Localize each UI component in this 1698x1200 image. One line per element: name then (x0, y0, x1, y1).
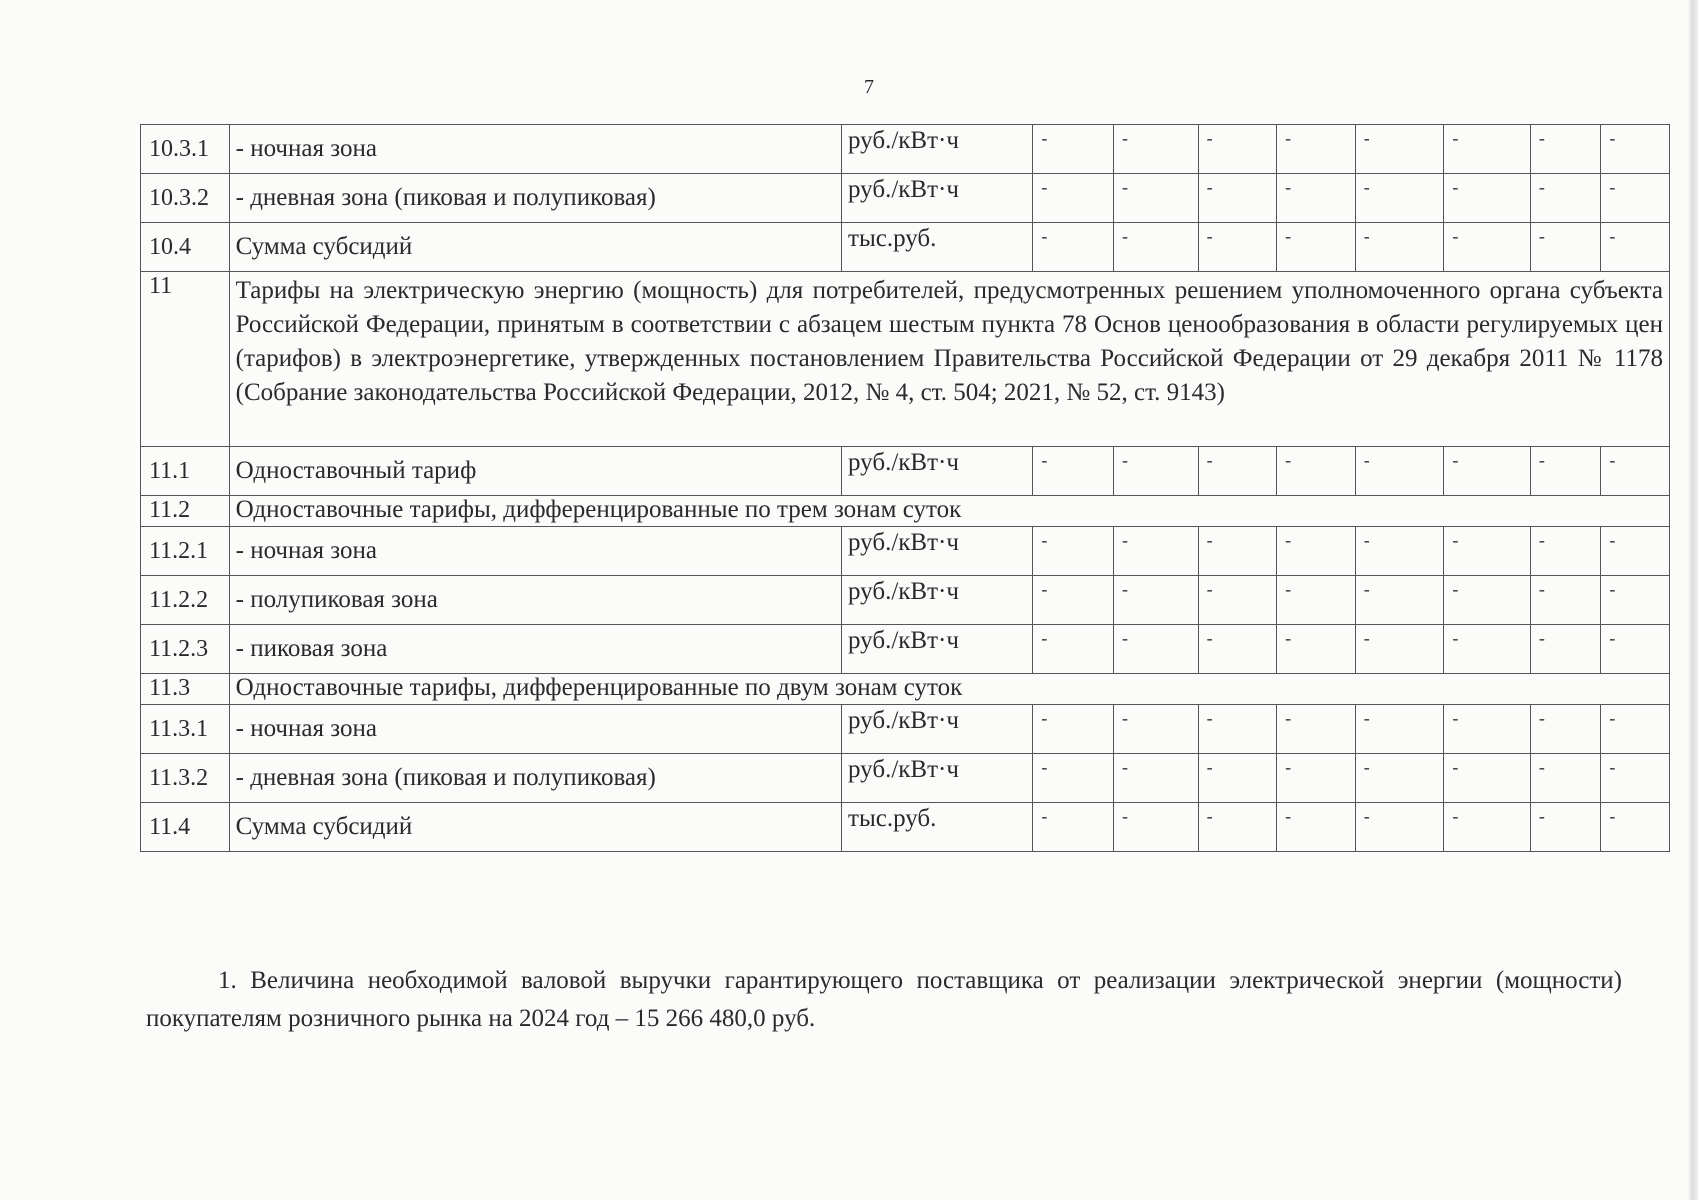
table-row (141, 125, 1670, 174)
section-heading: Одноставочные тарифы, дифференцированные по трем зонам суток (229, 496, 1669, 527)
row-number: 11 (141, 272, 230, 447)
row-number: 10.3.2 (141, 174, 230, 223)
row-unit: руб./кВт·ч (842, 754, 1033, 803)
value-cell: - (1277, 754, 1356, 803)
value-cell: - (1113, 754, 1198, 803)
value-cell: - (1113, 125, 1198, 174)
value-cell: - (1444, 447, 1531, 496)
value-cell: - (1601, 576, 1670, 625)
value-cell: - (1444, 527, 1531, 576)
value-cell: - (1530, 754, 1601, 803)
value-cell: - (1033, 447, 1114, 496)
value-cell: - (1198, 754, 1277, 803)
value-cell: - (1355, 705, 1444, 754)
row-unit: руб./кВт·ч (842, 705, 1033, 754)
row-unit: тыс.руб. (842, 803, 1033, 852)
scan-edge (1688, 0, 1698, 1200)
table-row (141, 272, 1670, 447)
row-number: 11.3.1 (141, 705, 230, 754)
value-cell: - (1355, 223, 1444, 272)
row-number: 11.3.2 (141, 754, 230, 803)
value-cell: - (1530, 527, 1601, 576)
value-cell: - (1444, 125, 1531, 174)
value-cell: - (1530, 447, 1601, 496)
table-row (141, 174, 1670, 223)
value-cell: - (1033, 803, 1114, 852)
row-unit: руб./кВт·ч (842, 576, 1033, 625)
tariff-table-body (141, 125, 1670, 852)
value-cell: - (1444, 705, 1531, 754)
value-cell: - (1601, 527, 1670, 576)
value-cell: - (1033, 125, 1114, 174)
value-cell: - (1355, 803, 1444, 852)
row-number: 11.2 (141, 496, 230, 527)
section-heading: Одноставочные тарифы, дифференцированные по двум зонам суток (229, 674, 1669, 705)
value-cell: - (1530, 625, 1601, 674)
row-number: 11.4 (141, 803, 230, 852)
value-cell: - (1198, 174, 1277, 223)
value-cell: - (1601, 223, 1670, 272)
value-cell: - (1277, 174, 1356, 223)
value-cell: - (1033, 527, 1114, 576)
value-cell: - (1113, 223, 1198, 272)
value-cell: - (1277, 803, 1356, 852)
value-cell: - (1530, 705, 1601, 754)
value-cell: - (1530, 576, 1601, 625)
value-cell: - (1277, 527, 1356, 576)
value-cell: - (1198, 447, 1277, 496)
value-cell: - (1033, 625, 1114, 674)
value-cell: - (1355, 447, 1444, 496)
row-name: Сумма субсидий (229, 803, 841, 852)
value-cell: - (1530, 125, 1601, 174)
page-number: 7 (864, 76, 874, 98)
table-row (141, 576, 1670, 625)
value-cell: - (1113, 625, 1198, 674)
value-cell: - (1601, 625, 1670, 674)
value-cell: - (1355, 754, 1444, 803)
value-cell: - (1198, 803, 1277, 852)
value-cell: - (1277, 447, 1356, 496)
row-number: 11.1 (141, 447, 230, 496)
value-cell: - (1601, 803, 1670, 852)
value-cell: - (1277, 223, 1356, 272)
value-cell: - (1198, 125, 1277, 174)
value-cell: - (1277, 125, 1356, 174)
value-cell: - (1355, 576, 1444, 625)
value-cell: - (1444, 223, 1531, 272)
value-cell: - (1601, 125, 1670, 174)
row-name: Одноставочный тариф (229, 447, 841, 496)
value-cell: - (1113, 803, 1198, 852)
value-cell: - (1355, 625, 1444, 674)
value-cell: - (1113, 447, 1198, 496)
table-row (141, 223, 1670, 272)
row-name: - дневная зона (пиковая и полупиковая) (229, 754, 841, 803)
value-cell: - (1198, 527, 1277, 576)
table-row (141, 674, 1670, 705)
row-number: 11.2.2 (141, 576, 230, 625)
row-number: 10.3.1 (141, 125, 230, 174)
row-unit: руб./кВт·ч (842, 174, 1033, 223)
value-cell: - (1113, 527, 1198, 576)
tariff-table (140, 124, 1670, 852)
value-cell: - (1033, 576, 1114, 625)
row-number: 11.2.3 (141, 625, 230, 674)
value-cell: - (1198, 705, 1277, 754)
footnote-paragraph: 1. Величина необходимой валовой выручки гарантирующего поставщика от реализации электрической энергии (мощности) покупателям розничного рынка на 2024 год – 15 266 480,0 руб. (146, 967, 1622, 1032)
value-cell: - (1355, 174, 1444, 223)
row-name: - полупиковая зона (229, 576, 841, 625)
table-row (141, 527, 1670, 576)
value-cell: - (1601, 174, 1670, 223)
row-name: - пиковая зона (229, 625, 841, 674)
value-cell: - (1033, 705, 1114, 754)
row-number: 11.2.1 (141, 527, 230, 576)
value-cell: - (1444, 576, 1531, 625)
value-cell: - (1277, 576, 1356, 625)
value-cell: - (1444, 174, 1531, 223)
table-row (141, 754, 1670, 803)
value-cell: - (1277, 625, 1356, 674)
table-row (141, 705, 1670, 754)
value-cell: - (1355, 125, 1444, 174)
row-name: Сумма субсидий (229, 223, 841, 272)
value-cell: - (1113, 174, 1198, 223)
row-unit: руб./кВт·ч (842, 625, 1033, 674)
value-cell: - (1601, 447, 1670, 496)
value-cell: - (1444, 803, 1531, 852)
value-cell: - (1530, 803, 1601, 852)
row-number: 11.3 (141, 674, 230, 705)
value-cell: - (1601, 705, 1670, 754)
value-cell: - (1113, 705, 1198, 754)
row-unit: руб./кВт·ч (842, 125, 1033, 174)
row-name: - ночная зона (229, 125, 841, 174)
value-cell: - (1277, 705, 1356, 754)
value-cell: - (1355, 527, 1444, 576)
value-cell: - (1033, 754, 1114, 803)
value-cell: - (1530, 223, 1601, 272)
value-cell: - (1113, 576, 1198, 625)
row-unit: руб./кВт·ч (842, 447, 1033, 496)
value-cell: - (1198, 576, 1277, 625)
value-cell: - (1198, 625, 1277, 674)
value-cell: - (1198, 223, 1277, 272)
row-number: 10.4 (141, 223, 230, 272)
value-cell: - (1033, 174, 1114, 223)
table-row (141, 803, 1670, 852)
value-cell: - (1601, 754, 1670, 803)
row-name: - ночная зона (229, 705, 841, 754)
table-row (141, 496, 1670, 527)
value-cell: - (1444, 754, 1531, 803)
row-name: - дневная зона (пиковая и полупиковая) (229, 174, 841, 223)
row-unit: руб./кВт·ч (842, 527, 1033, 576)
row-name: - ночная зона (229, 527, 841, 576)
value-cell: - (1033, 223, 1114, 272)
table-row (141, 625, 1670, 674)
value-cell: - (1530, 174, 1601, 223)
table-row (141, 447, 1670, 496)
section-heading-paragraph: Тарифы на электрическую энергию (мощность) для потребителей, предусмотренных решением уполномоченного органа субъекта Российской Федерации, принятым в соответствии с абзацем шестым пункта 78 Основ ценообразования в области регулируемых цен (тарифов) в электроэнергетике, утвержденных постановлением Правительства Российской Федерации от 29 декабря 2011 № 1178 (Собрание законодательства Российской Федерации, 2012, № 4, ст. 504; 2021, № 52, ст. 9143) (229, 272, 1669, 447)
value-cell: - (1444, 625, 1531, 674)
row-unit: тыс.руб. (842, 223, 1033, 272)
